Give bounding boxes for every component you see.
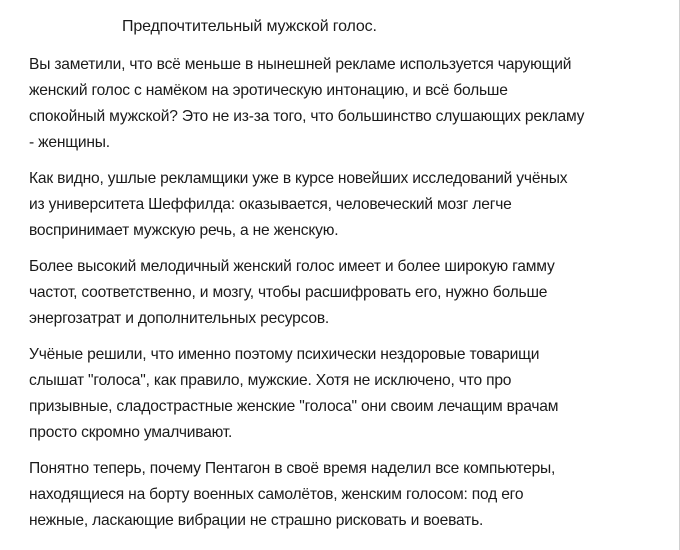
text-line: частот, соответственно, и мозгу, чтобы расшифровать его, нужно больше [29, 284, 548, 301]
text-line: Понятно теперь, почему Пентагон в своё время наделил все компьютеры, [29, 460, 556, 477]
text-line: просто скромно умалчивают. [29, 424, 233, 441]
text-line: слышат "голоса", как правило, мужские. Хотя не исключено, что про [29, 372, 512, 389]
document-title: Предпочтительный мужской голос. [122, 18, 377, 35]
document-body [29, 52, 649, 544]
text-line: Вы заметили, что всё меньше в нынешней рекламе используется чарующий [29, 56, 572, 73]
text-line: нежные, ласкающие вибрации не страшно рисковать и воевать. [29, 512, 484, 529]
paragraph-2 [29, 166, 649, 244]
text-line: находящиеся на борту военных самолётов, женским голосом: под его [29, 486, 524, 503]
text-line: из университета Шеффилда: оказывается, человеческий мозг легче [29, 196, 512, 213]
text-line: Более высокий мелодичный женский голос имеет и более широкую гамму [29, 258, 555, 275]
paragraph-3 [29, 254, 649, 332]
text-line: Учёные решили, что именно поэтому психически нездоровые товарищи [29, 346, 540, 363]
text-line: Как видно, ушлые рекламщики уже в курсе новейших исследований учёных [29, 170, 568, 187]
text-line: энергозатрат и дополнительных ресурсов. [29, 310, 330, 327]
text-line: призывные, сладострастные женские "голоса" они своим лечащим врачам [29, 398, 559, 415]
text-line: - женщины. [29, 134, 110, 151]
paragraph-1 [29, 52, 649, 156]
text-line: женский голос с намёком на эротическую интонацию, и всё больше [29, 82, 508, 99]
paragraph-5 [29, 456, 649, 534]
text-line: воспринимает мужскую речь, а не женскую. [29, 222, 339, 239]
text-line: спокойный мужской? Это не из-за того, что большинство слушающих рекламу [29, 108, 585, 125]
paragraph-4 [29, 342, 649, 446]
